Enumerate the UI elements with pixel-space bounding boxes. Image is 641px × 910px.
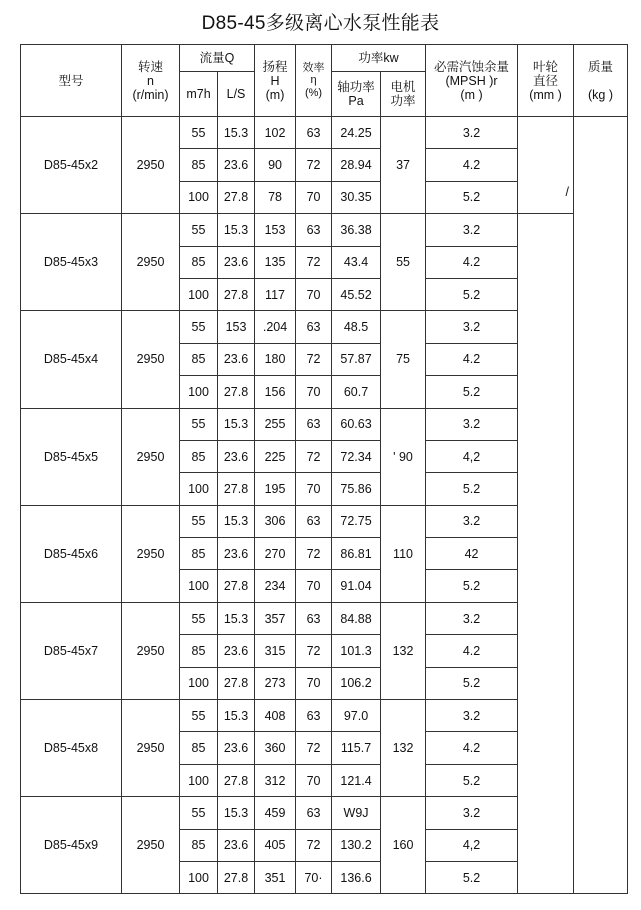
efficiency-cell: 70	[296, 181, 332, 213]
flow-ls-cell: 23.6	[218, 635, 255, 667]
head-cell: 117	[255, 278, 296, 310]
npsh-cell: 4,2	[426, 829, 518, 861]
npsh-cell: 4.2	[426, 149, 518, 181]
shaft-power-cell: 36.38	[332, 214, 381, 246]
head-cell: 102	[255, 117, 296, 149]
motor-power-cell: 37	[381, 117, 426, 214]
flow-m3h-cell: 55	[180, 505, 218, 537]
flow-m3h-cell: 100	[180, 473, 218, 505]
npsh-cell: 42	[426, 538, 518, 570]
flow-m3h-cell: 100	[180, 278, 218, 310]
flow-m3h-cell: 85	[180, 246, 218, 278]
npsh-cell: 4.2	[426, 343, 518, 375]
flow-m3h-cell: 85	[180, 343, 218, 375]
flow-m3h-cell: 85	[180, 149, 218, 181]
head-cell: 78	[255, 181, 296, 213]
head-cell: 408	[255, 700, 296, 732]
speed-cell: 2950	[122, 214, 180, 311]
table-row	[21, 117, 628, 149]
npsh-cell: 5.2	[426, 570, 518, 602]
efficiency-cell: 72	[296, 246, 332, 278]
model-cell: D85-45x2	[21, 117, 122, 214]
efficiency-cell: 70	[296, 667, 332, 699]
flow-m3h-cell: 100	[180, 667, 218, 699]
shaft-power-cell: 101.3	[332, 635, 381, 667]
flow-ls-cell: 15.3	[218, 214, 255, 246]
efficiency-cell: 72	[296, 732, 332, 764]
efficiency-cell: 70·	[296, 861, 332, 893]
efficiency-cell: 70	[296, 570, 332, 602]
shaft-power-cell: 136.6	[332, 861, 381, 893]
flow-ls-cell: 27.8	[218, 376, 255, 408]
impeller-cell: /	[518, 117, 574, 214]
shaft-power-cell: 57.87	[332, 343, 381, 375]
speed-cell: 2950	[122, 117, 180, 214]
motor-power-cell: 132	[381, 602, 426, 699]
header-npsh: 必需汽蚀余量 (MPSH )r (m )	[426, 45, 518, 117]
mass-cell	[574, 117, 628, 894]
flow-ls-cell: 27.8	[218, 570, 255, 602]
flow-ls-cell: 23.6	[218, 732, 255, 764]
flow-ls-cell: 15.3	[218, 700, 255, 732]
speed-cell: 2950	[122, 700, 180, 797]
npsh-cell: 3.2	[426, 117, 518, 149]
flow-ls-cell: 27.8	[218, 764, 255, 796]
header-mass: 质量 (kg )	[574, 45, 628, 117]
flow-m3h-cell: 100	[180, 181, 218, 213]
speed-cell: 2950	[122, 408, 180, 505]
shaft-power-cell: W9J	[332, 797, 381, 829]
npsh-cell: 3.2	[426, 602, 518, 634]
flow-m3h-cell: 55	[180, 602, 218, 634]
header-head: 扬程 H (m)	[255, 45, 296, 117]
header-speed: 转速 n (r/min)	[122, 45, 180, 117]
efficiency-cell: 63	[296, 408, 332, 440]
efficiency-cell: 72	[296, 829, 332, 861]
npsh-cell: 4.2	[426, 246, 518, 278]
head-cell: 459	[255, 797, 296, 829]
npsh-cell: 3.2	[426, 214, 518, 246]
head-cell: 180	[255, 343, 296, 375]
head-cell: 351	[255, 861, 296, 893]
efficiency-cell: 63	[296, 117, 332, 149]
model-cell: D85-45x3	[21, 214, 122, 311]
shaft-power-cell: 115.7	[332, 732, 381, 764]
efficiency-cell: 72	[296, 440, 332, 472]
npsh-cell: 5.2	[426, 473, 518, 505]
npsh-cell: 5.2	[426, 278, 518, 310]
table-row	[21, 214, 628, 246]
shaft-power-cell: 106.2	[332, 667, 381, 699]
efficiency-cell: 72	[296, 149, 332, 181]
shaft-power-cell: 30.35	[332, 181, 381, 213]
model-cell: D85-45x7	[21, 602, 122, 699]
npsh-cell: 3.2	[426, 311, 518, 343]
motor-power-cell: 110	[381, 505, 426, 602]
head-cell: .204	[255, 311, 296, 343]
shaft-power-cell: 72.34	[332, 440, 381, 472]
npsh-cell: 5.2	[426, 667, 518, 699]
efficiency-cell: 70	[296, 473, 332, 505]
shaft-power-cell: 28.94	[332, 149, 381, 181]
head-cell: 306	[255, 505, 296, 537]
npsh-cell: 3.2	[426, 408, 518, 440]
motor-power-cell: ' 90	[381, 408, 426, 505]
efficiency-cell: 63	[296, 311, 332, 343]
efficiency-cell: 72	[296, 635, 332, 667]
flow-m3h-cell: 100	[180, 861, 218, 893]
flow-m3h-cell: 100	[180, 764, 218, 796]
npsh-cell: 5.2	[426, 861, 518, 893]
shaft-power-cell: 84.88	[332, 602, 381, 634]
header-motor-power: 电机 功率	[381, 72, 426, 117]
motor-power-cell: 55	[381, 214, 426, 311]
head-cell: 360	[255, 732, 296, 764]
header-impeller: 叶轮 直径 (mm )	[518, 45, 574, 117]
npsh-cell: 4,2	[426, 440, 518, 472]
header-flow-m3h: m7h	[180, 72, 218, 117]
header-flow: 流量Q	[180, 45, 255, 72]
flow-m3h-cell: 85	[180, 538, 218, 570]
header-efficiency: 效率 η (%)	[296, 45, 332, 117]
model-cell: D85-45x8	[21, 700, 122, 797]
speed-cell: 2950	[122, 311, 180, 408]
head-cell: 273	[255, 667, 296, 699]
shaft-power-cell: 72.75	[332, 505, 381, 537]
header-power: 功率kw	[332, 45, 426, 72]
head-cell: 315	[255, 635, 296, 667]
shaft-power-cell: 43.4	[332, 246, 381, 278]
page-title: D85-45多级离心水泵性能表	[201, 13, 440, 34]
efficiency-cell: 72	[296, 343, 332, 375]
shaft-power-cell: 121.4	[332, 764, 381, 796]
header-model: 型号	[21, 45, 122, 117]
shaft-power-cell: 45.52	[332, 278, 381, 310]
flow-m3h-cell: 85	[180, 829, 218, 861]
speed-cell: 2950	[122, 505, 180, 602]
head-cell: 135	[255, 246, 296, 278]
efficiency-cell: 70	[296, 376, 332, 408]
flow-ls-cell: 15.3	[218, 408, 255, 440]
efficiency-cell: 70	[296, 764, 332, 796]
flow-m3h-cell: 55	[180, 408, 218, 440]
flow-m3h-cell: 85	[180, 732, 218, 764]
npsh-cell: 3.2	[426, 700, 518, 732]
flow-ls-cell: 27.8	[218, 473, 255, 505]
motor-power-cell: 160	[381, 797, 426, 894]
flow-ls-cell: 27.8	[218, 861, 255, 893]
speed-cell: 2950	[122, 797, 180, 894]
efficiency-cell: 72	[296, 538, 332, 570]
speed-cell: 2950	[122, 602, 180, 699]
flow-ls-cell: 27.8	[218, 667, 255, 699]
flow-ls-cell: 27.8	[218, 181, 255, 213]
head-cell: 357	[255, 602, 296, 634]
motor-power-cell: 75	[381, 311, 426, 408]
flow-ls-cell: 15.3	[218, 505, 255, 537]
shaft-power-cell: 130.2	[332, 829, 381, 861]
flow-ls-cell: 23.6	[218, 246, 255, 278]
flow-ls-cell: 23.6	[218, 343, 255, 375]
head-cell: 312	[255, 764, 296, 796]
head-cell: 255	[255, 408, 296, 440]
npsh-cell: 5.2	[426, 181, 518, 213]
flow-ls-cell: 15.3	[218, 602, 255, 634]
efficiency-cell: 63	[296, 602, 332, 634]
flow-m3h-cell: 85	[180, 440, 218, 472]
shaft-power-cell: 24.25	[332, 117, 381, 149]
flow-ls-cell: 23.6	[218, 440, 255, 472]
impeller-cell	[518, 214, 574, 894]
npsh-cell: 3.2	[426, 797, 518, 829]
efficiency-cell: 70	[296, 278, 332, 310]
npsh-cell: 4.2	[426, 635, 518, 667]
head-cell: 153	[255, 214, 296, 246]
shaft-power-cell: 60.63	[332, 408, 381, 440]
performance-table	[20, 44, 628, 894]
model-cell: D85-45x5	[21, 408, 122, 505]
head-cell: 234	[255, 570, 296, 602]
efficiency-cell: 63	[296, 700, 332, 732]
flow-ls-cell: 153	[218, 311, 255, 343]
table-header	[21, 45, 628, 117]
head-cell: 225	[255, 440, 296, 472]
flow-m3h-cell: 55	[180, 700, 218, 732]
head-cell: 90	[255, 149, 296, 181]
flow-ls-cell: 23.6	[218, 829, 255, 861]
flow-m3h-cell: 85	[180, 635, 218, 667]
npsh-cell: 5.2	[426, 764, 518, 796]
npsh-cell: 5.2	[426, 376, 518, 408]
head-cell: 270	[255, 538, 296, 570]
model-cell: D85-45x4	[21, 311, 122, 408]
flow-m3h-cell: 55	[180, 311, 218, 343]
efficiency-cell: 63	[296, 214, 332, 246]
head-cell: 405	[255, 829, 296, 861]
shaft-power-cell: 75.86	[332, 473, 381, 505]
flow-m3h-cell: 55	[180, 117, 218, 149]
table-body	[21, 117, 628, 894]
shaft-power-cell: 48.5	[332, 311, 381, 343]
model-cell: D85-45x9	[21, 797, 122, 894]
head-cell: 156	[255, 376, 296, 408]
shaft-power-cell: 86.81	[332, 538, 381, 570]
efficiency-cell: 63	[296, 505, 332, 537]
flow-ls-cell: 27.8	[218, 278, 255, 310]
flow-ls-cell: 23.6	[218, 149, 255, 181]
flow-m3h-cell: 100	[180, 570, 218, 602]
model-cell: D85-45x6	[21, 505, 122, 602]
shaft-power-cell: 97.0	[332, 700, 381, 732]
shaft-power-cell: 91.04	[332, 570, 381, 602]
flow-ls-cell: 23.6	[218, 538, 255, 570]
shaft-power-cell: 60.7	[332, 376, 381, 408]
npsh-cell: 3.2	[426, 505, 518, 537]
efficiency-cell: 63	[296, 797, 332, 829]
flow-ls-cell: 15.3	[218, 797, 255, 829]
flow-m3h-cell: 55	[180, 797, 218, 829]
motor-power-cell: 132	[381, 700, 426, 797]
flow-m3h-cell: 55	[180, 214, 218, 246]
head-cell: 195	[255, 473, 296, 505]
header-flow-ls: L/S	[218, 72, 255, 117]
npsh-cell: 4.2	[426, 732, 518, 764]
header-shaft-power: 轴功率 Pa	[332, 72, 381, 117]
flow-m3h-cell: 100	[180, 376, 218, 408]
flow-ls-cell: 15.3	[218, 117, 255, 149]
